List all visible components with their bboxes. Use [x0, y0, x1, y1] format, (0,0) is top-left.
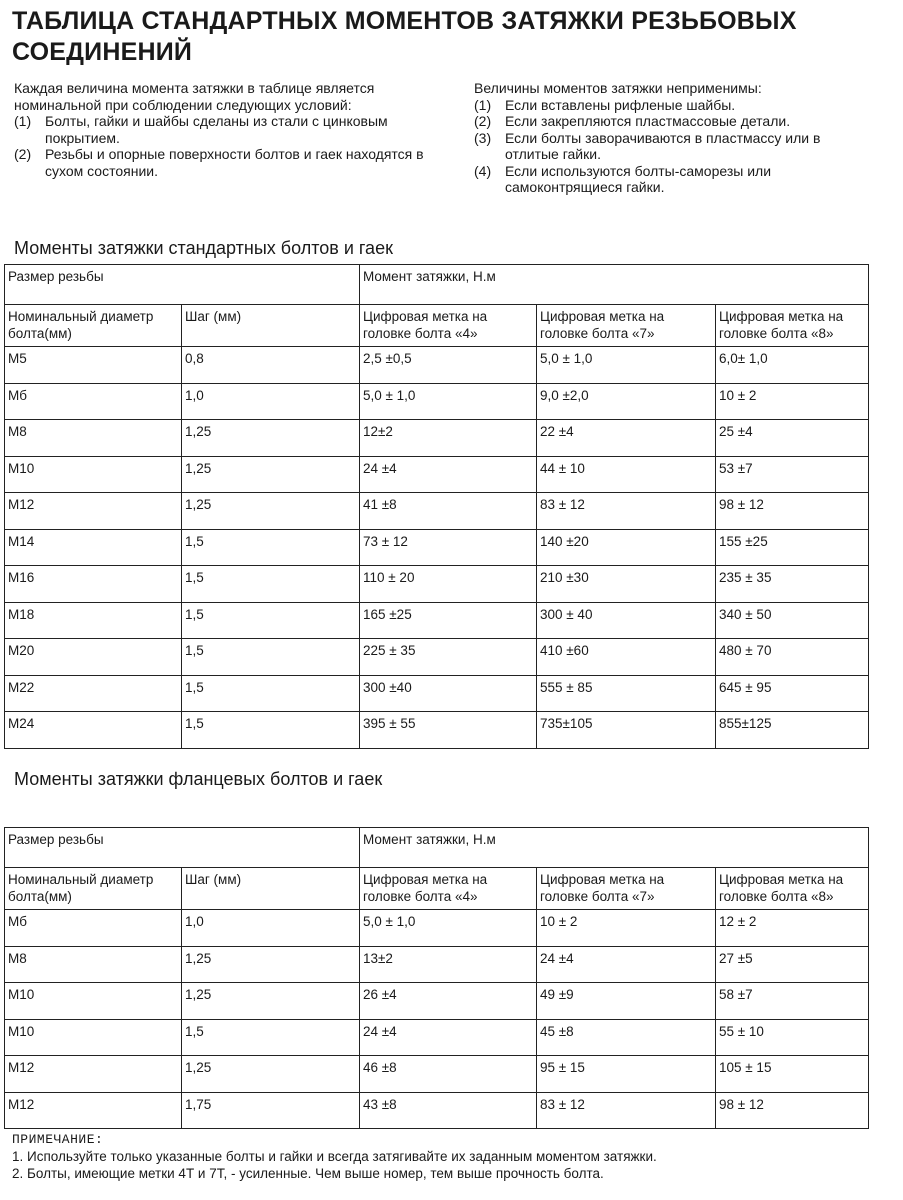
column-header: Цифровая метка на головке болта «4»	[360, 868, 537, 910]
table-cell: 645 ± 95	[716, 675, 869, 712]
table-cell: Мб	[5, 383, 182, 420]
table-cell: 1,5	[182, 712, 360, 749]
table-cell: 235 ± 35	[716, 566, 869, 603]
table-cell: 73 ± 12	[360, 529, 537, 566]
table-cell: 1,5	[182, 566, 360, 603]
exception-item	[474, 97, 874, 114]
table-cell: 41 ±8	[360, 493, 537, 530]
table-cell: 1,0	[182, 910, 360, 947]
column-header: Цифровая метка на головке болта «8»	[716, 305, 869, 347]
table-cell: 12±2	[360, 420, 537, 457]
table-cell: 26 ±4	[360, 983, 537, 1020]
table-cell: 300 ± 40	[537, 602, 716, 639]
note-item: 2. Болты, имеющие метки 4Т и 7Т, - усиленные. Чем выше номер, тем выше прочность болта.	[12, 1166, 604, 1181]
table-cell: M16	[5, 566, 182, 603]
table-cell: 225 ± 35	[360, 639, 537, 676]
table-cell: Мб	[5, 910, 182, 947]
table-cell: 43 ±8	[360, 1092, 537, 1129]
column-header: Цифровая метка на головке болта «7»	[537, 305, 716, 347]
column-header: Цифровая метка на головке болта «8»	[716, 868, 869, 910]
table-row	[5, 712, 869, 749]
table-cell: 13±2	[360, 946, 537, 983]
table-cell: 105 ± 15	[716, 1056, 869, 1093]
table-cell: 555 ± 85	[537, 675, 716, 712]
table-cell: 140 ±20	[537, 529, 716, 566]
table-cell: 83 ± 12	[537, 493, 716, 530]
exception-item	[474, 130, 874, 163]
table-cell: 10 ± 2	[537, 910, 716, 947]
intro-conditions-lead: Каждая величина момента затяжки в таблице является номинальной при соблюдении следующих условий:	[14, 80, 375, 113]
table-cell: 10 ± 2	[716, 383, 869, 420]
table-cell: 24 ±4	[360, 456, 537, 493]
table-cell: 1,5	[182, 529, 360, 566]
condition-item	[14, 113, 434, 146]
table-cell: 855±125	[716, 712, 869, 749]
condition-text: Болты, гайки и шайбы сделаны из стали с цинковым покрытием.	[45, 113, 388, 146]
table-cell: 395 ± 55	[360, 712, 537, 749]
table-cell: 165 ±25	[360, 602, 537, 639]
table-row	[5, 529, 869, 566]
flange-bolts-table	[4, 827, 869, 1129]
column-header: Цифровая метка на головке болта «4»	[360, 305, 537, 347]
table-cell: 45 ±8	[537, 1019, 716, 1056]
page-title: ТАБЛИЦА СТАНДАРТНЫХ МОМЕНТОВ ЗАТЯЖКИ РЕЗЬБОВЫХ СОЕДИНЕНИЙ	[12, 7, 797, 66]
table-row	[5, 347, 869, 384]
condition-item	[14, 146, 434, 179]
intro-exceptions-lead: Величины моментов затяжки неприменимы:	[474, 80, 762, 96]
table-cell: 9,0 ±2,0	[537, 383, 716, 420]
table-cell: 1,25	[182, 420, 360, 457]
table-cell: 95 ± 15	[537, 1056, 716, 1093]
table-cell: 1,5	[182, 675, 360, 712]
table-cell: 410 ±60	[537, 639, 716, 676]
table-cell: 1,25	[182, 946, 360, 983]
table-cell: M10	[5, 456, 182, 493]
column-header-row	[5, 868, 869, 910]
table-cell: 300 ±40	[360, 675, 537, 712]
table-cell: 1,5	[182, 602, 360, 639]
table-cell: 27 ±5	[716, 946, 869, 983]
thread-size-header: Размер резьбы	[5, 828, 360, 868]
table-cell: M8	[5, 946, 182, 983]
table-cell: 1,5	[182, 639, 360, 676]
table-row	[5, 1092, 869, 1129]
table-row	[5, 910, 869, 947]
exception-text: Если используются болты-саморезы или самоконтрящиеся гайки.	[505, 162, 772, 195]
intro-conditions	[14, 80, 434, 179]
condition-number: (2)	[14, 146, 32, 162]
torque-header: Момент затяжки, Н.м	[360, 828, 869, 868]
exception-text: Если вставлены рифленые шайбы.	[505, 96, 736, 113]
table-cell: 110 ± 20	[360, 566, 537, 603]
column-header-row	[5, 305, 869, 347]
table-cell: 1,25	[182, 493, 360, 530]
exception-number: (4)	[474, 162, 492, 179]
table-cell: M10	[5, 983, 182, 1020]
table-cell: 5,0 ± 1,0	[360, 383, 537, 420]
condition-text: Резьбы и опорные поверхности болтов и гаек находятся в сухом состоянии.	[45, 146, 424, 179]
table-row	[5, 983, 869, 1020]
table-row	[5, 383, 869, 420]
column-header: Шаг (мм)	[182, 868, 360, 910]
exception-text: Если болты заворачиваются в пластмассу или в отлитые гайки.	[505, 129, 821, 162]
table-cell: 735±105	[537, 712, 716, 749]
table-cell: M8	[5, 420, 182, 457]
note-item: 1. Используйте только указанные болты и гайки и всегда затягивайте их заданным моментом затяжки.	[12, 1149, 657, 1164]
table-cell: M20	[5, 639, 182, 676]
table-cell: M12	[5, 1092, 182, 1129]
table-row	[5, 1056, 869, 1093]
table-cell: M24	[5, 712, 182, 749]
table-cell: 98 ± 12	[716, 1092, 869, 1129]
standard-bolts-section-title: Моменты затяжки стандартных болтов и гаек	[14, 238, 393, 258]
table-cell: M14	[5, 529, 182, 566]
table-cell: M5	[5, 347, 182, 384]
exception-number: (2)	[474, 113, 492, 129]
table-cell: 5,0 ± 1,0	[537, 347, 716, 384]
table-row	[5, 420, 869, 457]
group-header-row	[5, 265, 869, 305]
table-row	[5, 675, 869, 712]
table-row	[5, 493, 869, 530]
table-cell: 49 ±9	[537, 983, 716, 1020]
table-cell: 6,0± 1,0	[716, 347, 869, 384]
notes-heading: ПРИМЕЧАНИЕ:	[12, 1132, 104, 1147]
notes	[12, 1131, 892, 1182]
table-cell: 155 ±25	[716, 529, 869, 566]
exception-item	[474, 163, 874, 196]
table-cell: 2,5 ±0,5	[360, 347, 537, 384]
table-cell: 44 ± 10	[537, 456, 716, 493]
table-cell: 1,0	[182, 383, 360, 420]
thread-size-header: Размер резьбы	[5, 265, 360, 305]
table-cell: 46 ±8	[360, 1056, 537, 1093]
exception-number: (1)	[474, 96, 492, 113]
intro-exceptions	[474, 80, 874, 196]
column-header: Номинальный диаметр болта(мм)	[5, 305, 182, 347]
table-row	[5, 1019, 869, 1056]
table-cell: 25 ±4	[716, 420, 869, 457]
table-cell: 83 ± 12	[537, 1092, 716, 1129]
group-header-row	[5, 828, 869, 868]
table-cell: 53 ±7	[716, 456, 869, 493]
table-cell: 22 ±4	[537, 420, 716, 457]
table-cell: 210 ±30	[537, 566, 716, 603]
column-header: Цифровая метка на головке болта «7»	[537, 868, 716, 910]
flange-bolts-section-title: Моменты затяжки фланцевых болтов и гаек	[14, 769, 383, 789]
table-cell: 5,0 ± 1,0	[360, 910, 537, 947]
table-row	[5, 639, 869, 676]
table-cell: 55 ± 10	[716, 1019, 869, 1056]
table-cell: 0,8	[182, 347, 360, 384]
table-cell: 24 ±4	[537, 946, 716, 983]
table-cell: 1,25	[182, 1056, 360, 1093]
table-cell: M10	[5, 1019, 182, 1056]
table-cell: 1,75	[182, 1092, 360, 1129]
table-cell: M18	[5, 602, 182, 639]
table-cell: 1,25	[182, 983, 360, 1020]
table-row	[5, 566, 869, 603]
condition-number: (1)	[14, 113, 32, 129]
table-cell: 12 ± 2	[716, 910, 869, 947]
table-cell: M12	[5, 1056, 182, 1093]
table-cell: 24 ±4	[360, 1019, 537, 1056]
torque-header: Момент затяжки, Н.м	[360, 265, 869, 305]
exception-text: Если закрепляются пластмассовые детали.	[505, 113, 791, 129]
table-cell: 340 ± 50	[716, 602, 869, 639]
table-cell: 1,5	[182, 1019, 360, 1056]
column-header: Шаг (мм)	[182, 305, 360, 347]
table-row	[5, 946, 869, 983]
table-cell: 58 ±7	[716, 983, 869, 1020]
table-cell: M22	[5, 675, 182, 712]
exception-number: (3)	[474, 129, 492, 146]
table-cell: 480 ± 70	[716, 639, 869, 676]
table-cell: 98 ± 12	[716, 493, 869, 530]
table-row	[5, 602, 869, 639]
standard-bolts-table	[4, 264, 869, 749]
exception-item	[474, 113, 874, 130]
table-row	[5, 456, 869, 493]
table-cell: M12	[5, 493, 182, 530]
table-cell: 1,25	[182, 456, 360, 493]
column-header: Номинальный диаметр болта(мм)	[5, 868, 182, 910]
